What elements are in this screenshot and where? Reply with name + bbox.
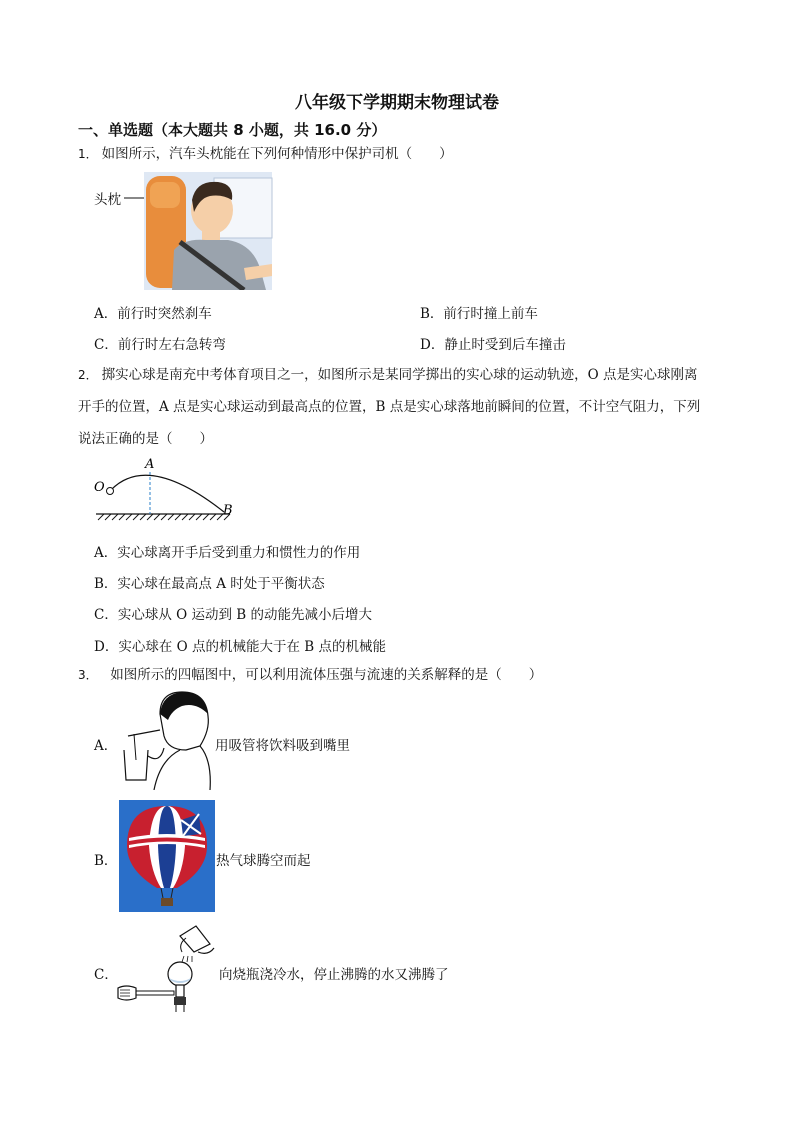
question-text: 如图所示的四幅图中，可以利用流体压强与流速的关系解释的是（ ） xyxy=(110,667,543,683)
q3-option-b-label[interactable]: B． xyxy=(94,853,118,869)
hot-air-balloon-illustration xyxy=(119,800,215,912)
headrest-label: 头枕 xyxy=(94,192,121,208)
q2-option-a[interactable]: A．实心球离开手后受到重力和惯性力的作用 xyxy=(94,545,361,561)
question-number: 2． xyxy=(78,368,98,382)
q3-option-c-text[interactable]: 向烧瓶浇冷水，停止沸腾的水又沸腾了 xyxy=(219,967,449,983)
question-2 xyxy=(78,362,758,452)
question-text-line-3: 说法正确的是（ ） xyxy=(78,431,213,447)
straw-drink-illustration xyxy=(120,690,216,790)
flask-cold-water-illustration xyxy=(116,922,220,1014)
q2-option-b[interactable]: B．实心球在最高点 A 时处于平衡状态 xyxy=(94,576,325,592)
q3-option-a-label[interactable]: A． xyxy=(94,738,118,754)
point-b-label: B xyxy=(223,503,233,518)
point-a-label: A xyxy=(145,457,155,472)
question-text: 如图所示，汽车头枕能在下列何种情形中保护司机（ ） xyxy=(101,146,453,162)
page-title: 八年级下学期期末物理试卷 xyxy=(295,93,499,113)
trajectory-figure xyxy=(92,456,242,522)
trajectory-diagram xyxy=(92,456,242,522)
section-heading: 一、单选题（本大题共 8 小题，共 16.0 分） xyxy=(78,121,387,139)
straw-figure xyxy=(120,690,216,790)
question-text-line-1: 掷实心球是南充中考体育项目之一，如图所示是某同学掷出的实心球的运动轨迹，O 点是实心球刚离 xyxy=(101,367,698,383)
q3-option-a-text[interactable]: 用吸管将饮料吸到嘴里 xyxy=(215,738,350,754)
question-number: 1． xyxy=(78,147,98,161)
question-number: 3． xyxy=(78,668,98,682)
q1-option-a[interactable]: A．前行时突然刹车 xyxy=(94,306,212,322)
driver-illustration xyxy=(94,172,274,290)
headrest-figure xyxy=(94,172,274,290)
question-text-line-2: 开手的位置，A 点是实心球运动到最高点的位置，B 点是实心球落地前瞬间的位置，不计空气阻力，下列 xyxy=(78,399,701,415)
q2-option-c[interactable]: C．实心球从 O 运动到 B 的动能先减小后增大 xyxy=(94,607,372,623)
point-o-label: O xyxy=(94,480,105,495)
q1-option-d[interactable]: D．静止时受到后车撞击 xyxy=(420,337,566,353)
q3-option-b-text[interactable]: 热气球腾空而起 xyxy=(216,853,311,869)
q1-option-c[interactable]: C．前行时左右急转弯 xyxy=(94,337,226,353)
flask-figure xyxy=(116,922,220,1014)
question-1 xyxy=(78,141,758,167)
q2-option-d[interactable]: D．实心球在 O 点的机械能大于在 B 点的机械能 xyxy=(94,639,386,655)
q1-option-b[interactable]: B．前行时撞上前车 xyxy=(420,306,538,322)
balloon-figure xyxy=(119,800,215,912)
question-3 xyxy=(78,662,758,688)
q3-option-c-label[interactable]: C． xyxy=(94,967,118,983)
